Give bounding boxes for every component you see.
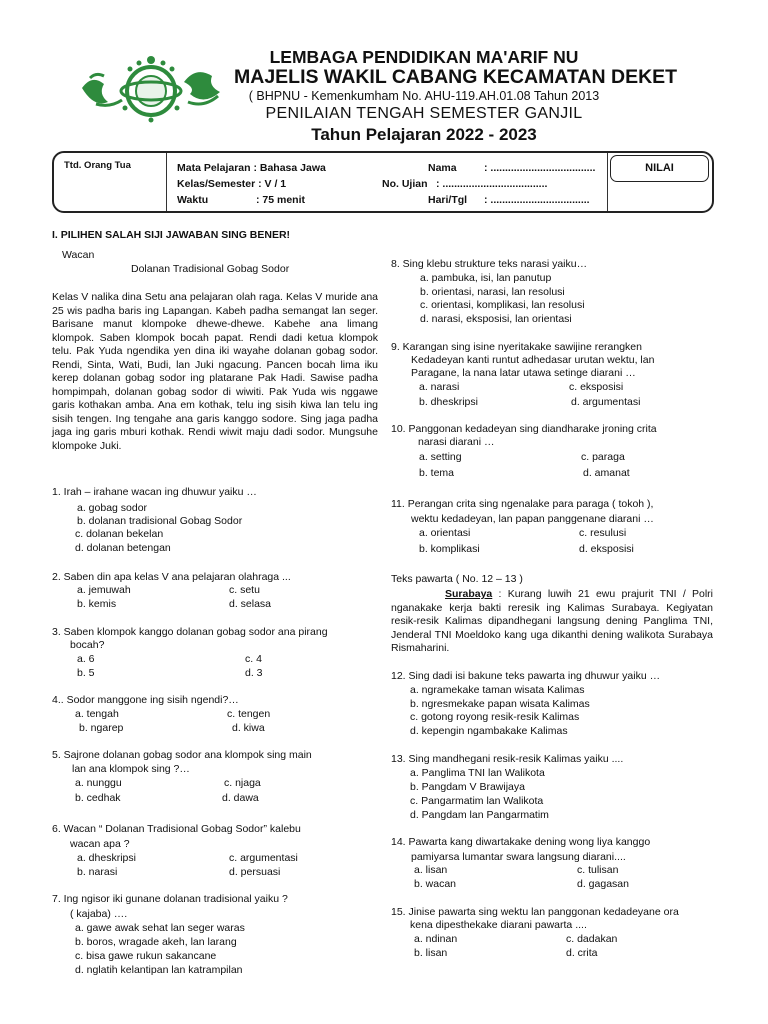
option-12a[interactable]: a. ngramekake taman wisata Kalimas <box>410 684 585 696</box>
option-1b[interactable]: b. dolanan tradisional Gobag Sodor <box>77 515 243 527</box>
question-5-cont: lan ana klompok sing ?… <box>72 763 190 775</box>
option-6b[interactable]: b. narasi <box>77 866 118 878</box>
question-3-cont: bocah? <box>70 639 105 651</box>
option-2a[interactable]: a. jemuwah <box>77 584 131 596</box>
option-13d[interactable]: d. Pangdam lan Pangarmatim <box>410 809 549 821</box>
option-11c[interactable]: c. resulusi <box>579 527 627 539</box>
news-location: Surabaya <box>445 588 493 600</box>
option-10c[interactable]: c. paraga <box>581 451 625 463</box>
date-label: Hari/Tgl <box>428 194 468 206</box>
subject-field: Mata Pelajaran : Bahasa Jawa <box>177 162 326 174</box>
option-2d[interactable]: d. selasa <box>229 598 272 610</box>
question-5: 5. Sajrone dolanan gobag sodor ana klompok sing main <box>52 749 312 761</box>
option-5d[interactable]: d. dawa <box>222 792 259 804</box>
option-3d[interactable]: d. 3 <box>245 667 263 679</box>
option-3b[interactable]: b. 5 <box>77 667 95 679</box>
option-9a[interactable]: a. narasi <box>419 381 460 393</box>
option-2b[interactable]: b. kemis <box>77 598 117 610</box>
option-14d[interactable]: d. gagasan <box>577 878 629 890</box>
passage-text: Kelas V nalika dina Setu ana pelajaran olah raga. Kelas V muride ana 25 wis padha baris ing Lapangan. Kabeh padha semangat lan seger. Barisane manut klompoke dhewe-dhewe. Kabehe ana limang klompok. Saben klompok bocah papat. Rendi dadi ketua klompok telu. Pak Yuda ngendika yen dina iki wayahe dolanan gobag sodor. Rendi, Sinta, Wati, Budi, lan Juki ngacung. Pancen bocah lima iku kerep dolanan gobag sodor ing platarane Pak Hadi. Sawise padha hompimpah, dolanan gobag sodor di wiwiti. Pak Yuda wis nggawe garis kothakan amba. Ana em kothak, telu ing sisih kiwa lan telu ing sisih tengen. Ing tengahe ana garis kanggo sodore. Sing jaga padha jaga ing garis mburi kothak. Rendi wiwit maju dadi sodor. Mungsuhe klompoke Juki. <box>52 291 378 452</box>
question-3: 3. Saben klompok kanggo dolanan gobag sodor ana pirang <box>52 626 328 638</box>
option-13a[interactable]: a. Panglima TNI lan Walikota <box>410 767 545 779</box>
news-text <box>391 588 713 656</box>
news-body: : Kurang luwih 21 ewu prajurit TNI / Polri nganakake kerja bakti reresik ing Kalimas Surabaya. Kegiyatan resik-resik Kalimas dipandhegani langsung dening Panglima TNI, Jenderal TNI Moeldoko kang uga dikanthi dening walikota Surabaya Rismaharini. <box>391 588 713 654</box>
passage-title: Dolanan Tradisional Gobag Sodor <box>131 263 290 275</box>
question-14-cont: pamiyarsa lumantar swara langsung diarani.... <box>411 851 626 863</box>
option-4c[interactable]: c. tengen <box>227 708 271 720</box>
option-3a[interactable]: a. 6 <box>77 653 95 665</box>
exam-number-label: No. Ujian <box>382 178 428 190</box>
option-15d[interactable]: d. crita <box>566 947 598 959</box>
option-2c[interactable]: c. setu <box>229 584 260 596</box>
option-5b[interactable]: b. cedhak <box>75 792 121 804</box>
option-11d[interactable]: d. eksposisi <box>579 543 634 555</box>
question-10: 10. Panggonan kedadeyan sing diandharake jroning crita <box>391 423 657 435</box>
option-8b[interactable]: b. orientasi, narasi, lan resolusi <box>420 286 565 298</box>
question-7-cont: ( kajaba) …. <box>70 908 128 920</box>
date-field[interactable]: : .................................. <box>484 194 590 206</box>
question-10-cont: narasi diarani … <box>418 436 495 448</box>
option-7a[interactable]: a. gawe awak sehat lan seger waras <box>75 922 245 934</box>
option-14c[interactable]: c. tulisan <box>577 864 619 876</box>
question-9: 9. Karangan sing isine nyeritakake sawijine rerangken <box>391 341 642 353</box>
question-11: 11. Perangan crita sing ngenalake para paraga ( tokoh ), <box>391 498 654 510</box>
question-9-cont: Kedadeyan kanti runtut adhedasar urutan wektu, lan <box>411 354 655 366</box>
option-13c[interactable]: c. Pangarmatim lan Walikota <box>410 795 544 807</box>
exam-number-field[interactable]: : .................................... <box>436 178 548 190</box>
option-3c[interactable]: c. 4 <box>245 653 262 665</box>
option-12c[interactable]: c. gotong royong resik-resik Kalimas <box>410 711 580 723</box>
option-7c[interactable]: c. bisa gawe rukun sakancane <box>75 950 217 962</box>
option-11a[interactable]: a. orientasi <box>419 527 471 539</box>
name-label: Nama <box>428 162 457 174</box>
option-12b[interactable]: b. ngresmekake papan wisata Kalimas <box>410 698 590 710</box>
question-11-cont: wektu kedadeyan, lan papan panggenane diarani … <box>411 513 654 525</box>
question-6: 6. Wacan “ Dolanan Tradisional Gobag Sodor” kalebu <box>52 823 301 835</box>
question-14: 14. Pawarta kang diwartakake dening wong liya kanggo <box>391 836 651 848</box>
option-13b[interactable]: b. Pangdam V Brawijaya <box>410 781 525 793</box>
option-1a[interactable]: a. gobag sodor <box>77 502 148 514</box>
passage-label: Wacan <box>62 249 95 261</box>
question-8: 8. Sing klebu strukture teks narasi yaiku… <box>391 258 588 270</box>
option-6a[interactable]: a. dheskripsi <box>77 852 136 864</box>
score-box: NILAI <box>610 155 709 182</box>
nu-logo <box>76 48 226 130</box>
option-15a[interactable]: a. ndinan <box>414 933 458 945</box>
legal-reference: ( BHPNU - Kemenkumham No. AHU-119.AH.01.08 Tahun 2013 <box>248 89 600 103</box>
duration-label: Waktu <box>177 194 209 206</box>
option-11b[interactable]: b. komplikasi <box>419 543 480 555</box>
academic-year: Tahun Pelajaran 2022 - 2023 <box>311 125 537 144</box>
question-6-cont: wacan apa ? <box>70 838 130 850</box>
question-12: 12. Sing dadi isi bakune teks pawarta ing dhuwur yaiku … <box>391 670 661 682</box>
divider <box>607 153 608 211</box>
exam-title: PENILAIAN TENGAH SEMESTER GANJIL <box>265 105 583 122</box>
option-4b[interactable]: b. ngarep <box>79 722 124 734</box>
question-4: 4.. Sodor manggone ing sisih ngendi?… <box>52 694 239 706</box>
option-5a[interactable]: a. nunggu <box>75 777 122 789</box>
option-15b[interactable]: b. lisan <box>414 947 448 959</box>
question-2: 2. Saben din apa kelas V ana pelajaran olahraga ... <box>52 571 291 583</box>
option-5c[interactable]: c. njaga <box>224 777 261 789</box>
question-15-cont: kena dipesthekake diarani pawarta .... <box>410 919 587 931</box>
question-13: 13. Sing mandhegani resik-resik Kalimas yaiku .... <box>391 753 624 765</box>
option-4a[interactable]: a. tengah <box>75 708 119 720</box>
section-instruction: I. PILIHEN SALAH SIJI JAWABAN SING BENER! <box>52 229 291 241</box>
option-9d[interactable]: d. argumentasi <box>571 396 641 408</box>
option-9c[interactable]: c. eksposisi <box>569 381 624 393</box>
option-4d[interactable]: d. kiwa <box>232 722 265 734</box>
question-15: 15. Jinise pawarta sing wektu lan panggonan kedadeyane ora <box>391 906 679 918</box>
option-8d[interactable]: d. narasi, eksposisi, lan orientasi <box>420 313 572 325</box>
option-9b[interactable]: b. dheskripsi <box>419 396 478 408</box>
option-10b[interactable]: b. tema <box>419 467 455 479</box>
question-1: 1. Irah – irahane wacan ing dhuwur yaiku … <box>52 486 257 498</box>
option-10d[interactable]: d. amanat <box>583 467 630 479</box>
news-text-label: Teks pawarta ( No. 12 – 13 ) <box>391 573 523 585</box>
option-14b[interactable]: b. wacan <box>414 878 457 890</box>
option-14a[interactable]: a. lisan <box>414 864 448 876</box>
question-7: 7. Ing ngisor iki gunane dolanan tradisional yaiku ? <box>52 893 288 905</box>
option-8a[interactable]: a. pambuka, isi, lan panutup <box>420 272 552 284</box>
option-1d[interactable]: d. dolanan betengan <box>75 542 171 554</box>
duration-value: : 75 menit <box>256 194 306 206</box>
option-15c[interactable]: c. dadakan <box>566 933 618 945</box>
class-semester-field: Kelas/Semester : V / 1 <box>177 178 287 190</box>
option-1c[interactable]: c. dolanan bekelan <box>75 528 164 540</box>
parent-signature-label: Ttd. Orang Tua <box>64 160 131 171</box>
name-field[interactable]: : .................................... <box>484 162 596 174</box>
option-7d[interactable]: d. nglatih kelantipan lan katrampilan <box>75 964 243 976</box>
question-9-cont2: Paragane, la nana latar utawa setinge diarani … <box>411 367 636 379</box>
option-6c[interactable]: c. argumentasi <box>229 852 298 864</box>
divider <box>166 153 167 211</box>
option-8c[interactable]: c. orientasi, komplikasi, lan resolusi <box>420 299 585 311</box>
option-7b[interactable]: b. boros, wragade akeh, lan larang <box>75 936 237 948</box>
option-10a[interactable]: a. setting <box>419 451 462 463</box>
council-name: MAJELIS WAKIL CABANG KECAMATAN DEKET <box>234 66 678 88</box>
institution-name: LEMBAGA PENDIDIKAN MA'ARIF NU <box>269 47 579 67</box>
option-6d[interactable]: d. persuasi <box>229 866 281 878</box>
option-12d[interactable]: d. kepengin ngambakake Kalimas <box>410 725 568 737</box>
